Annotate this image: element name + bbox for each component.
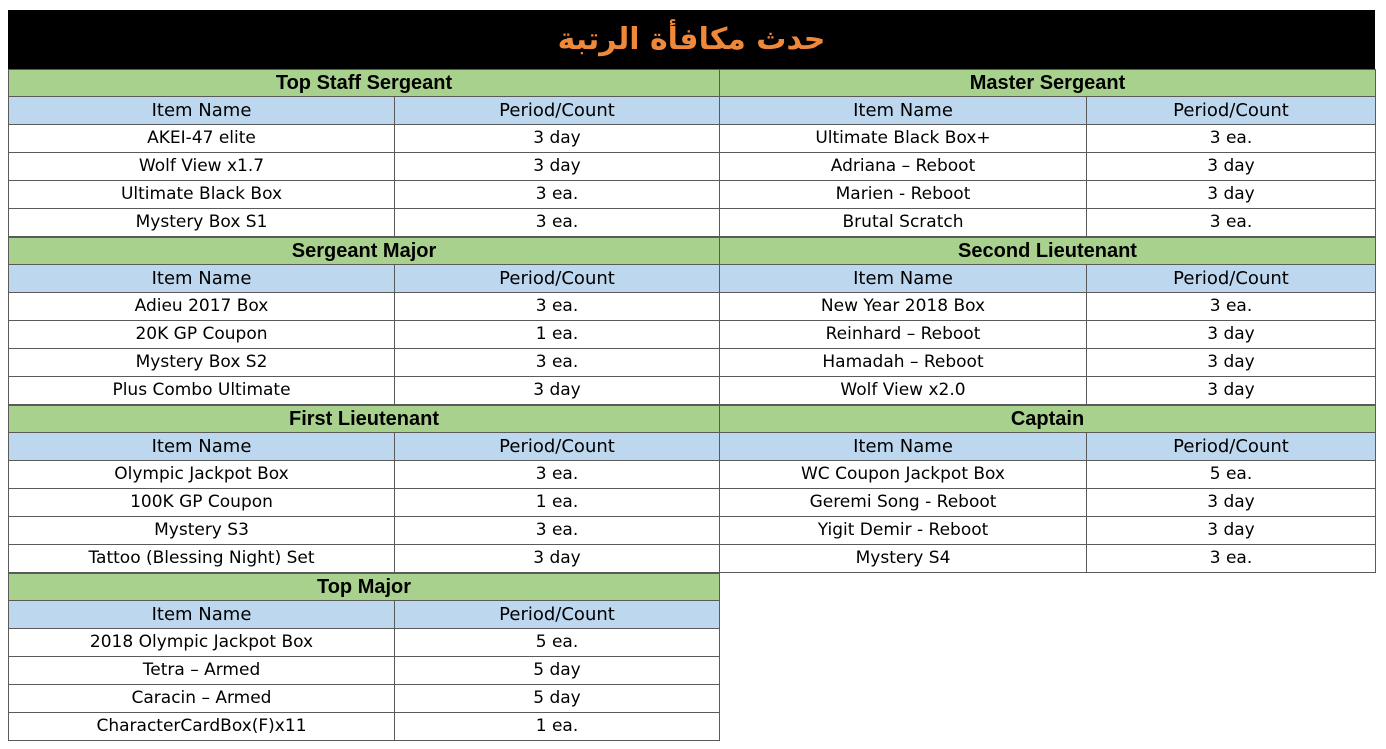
rank-title: First Lieutenant xyxy=(9,406,720,433)
period-cell: 3 ea. xyxy=(1087,293,1376,321)
item-name-cell: Reinhard – Reboot xyxy=(720,321,1087,349)
rank-title: Top Major xyxy=(9,574,720,601)
item-name-cell: Adieu 2017 Box xyxy=(9,293,395,321)
column-header-item-name: Item Name xyxy=(720,265,1087,293)
item-name-cell: Marien - Reboot xyxy=(720,181,1087,209)
table-row xyxy=(9,125,720,153)
table-row xyxy=(9,489,720,517)
table-row xyxy=(9,181,720,209)
rank-row-3 xyxy=(8,405,1375,573)
rank-section-top-major xyxy=(8,573,719,741)
table-row xyxy=(9,517,720,545)
empty-area xyxy=(719,573,1375,741)
item-name-cell: Adriana – Reboot xyxy=(720,153,1087,181)
item-name-cell: Yigit Demir - Reboot xyxy=(720,517,1087,545)
table-row xyxy=(720,349,1376,377)
table-row xyxy=(720,517,1376,545)
table-row xyxy=(720,545,1376,573)
period-cell: 3 ea. xyxy=(395,209,720,237)
period-cell: 3 ea. xyxy=(395,461,720,489)
rank-section-top-staff-sergeant xyxy=(8,69,719,237)
item-name-cell: Wolf View x1.7 xyxy=(9,153,395,181)
period-cell: 3 day xyxy=(1087,181,1376,209)
period-cell: 3 ea. xyxy=(395,181,720,209)
column-header-item-name: Item Name xyxy=(9,265,395,293)
period-cell: 3 ea. xyxy=(1087,125,1376,153)
column-header-item-name: Item Name xyxy=(9,601,395,629)
table-row xyxy=(720,489,1376,517)
table-row xyxy=(9,545,720,573)
rank-section-captain xyxy=(719,405,1375,573)
item-name-cell: Mystery Box S2 xyxy=(9,349,395,377)
period-cell: 3 day xyxy=(395,377,720,405)
rank-title: Top Staff Sergeant xyxy=(9,70,720,97)
item-name-cell: Tetra – Armed xyxy=(9,657,395,685)
table-row xyxy=(9,657,720,685)
period-cell: 3 day xyxy=(1087,153,1376,181)
item-name-cell: New Year 2018 Box xyxy=(720,293,1087,321)
table-row xyxy=(720,153,1376,181)
table-row xyxy=(720,125,1376,153)
column-header-period-count: Period/Count xyxy=(395,265,720,293)
rank-title: Master Sergeant xyxy=(720,70,1376,97)
item-name-cell: Ultimate Black Box+ xyxy=(720,125,1087,153)
table-row xyxy=(9,209,720,237)
rank-row-1 xyxy=(8,69,1375,237)
item-name-cell: Ultimate Black Box xyxy=(9,181,395,209)
period-cell: 5 ea. xyxy=(395,629,720,657)
table-row xyxy=(720,293,1376,321)
rank-row-2 xyxy=(8,237,1375,405)
table-row xyxy=(720,377,1376,405)
column-header-period-count: Period/Count xyxy=(395,97,720,125)
period-cell: 3 day xyxy=(1087,321,1376,349)
period-cell: 3 ea. xyxy=(395,293,720,321)
column-header-item-name: Item Name xyxy=(720,433,1087,461)
period-cell: 3 ea. xyxy=(395,349,720,377)
period-cell: 3 day xyxy=(1087,517,1376,545)
column-header-item-name: Item Name xyxy=(9,433,395,461)
rank-section-second-lieutenant xyxy=(719,237,1375,405)
item-name-cell: Mystery S4 xyxy=(720,545,1087,573)
rank-row-4 xyxy=(8,573,1375,741)
table-row xyxy=(9,153,720,181)
item-name-cell: Olympic Jackpot Box xyxy=(9,461,395,489)
item-name-cell: CharacterCardBox(F)x11 xyxy=(9,713,395,741)
column-header-period-count: Period/Count xyxy=(1087,433,1376,461)
rank-reward-sheet xyxy=(8,10,1375,738)
table-row xyxy=(9,713,720,741)
column-header-period-count: Period/Count xyxy=(395,601,720,629)
item-name-cell: WC Coupon Jackpot Box xyxy=(720,461,1087,489)
period-cell: 3 day xyxy=(395,153,720,181)
rank-title: Second Lieutenant xyxy=(720,238,1376,265)
table-row xyxy=(9,629,720,657)
rank-section-master-sergeant xyxy=(719,69,1375,237)
period-cell: 3 day xyxy=(395,125,720,153)
table-row xyxy=(9,349,720,377)
item-name-cell: Mystery S3 xyxy=(9,517,395,545)
column-header-period-count: Period/Count xyxy=(1087,265,1376,293)
period-cell: 3 ea. xyxy=(1087,209,1376,237)
table-row xyxy=(720,461,1376,489)
period-cell: 1 ea. xyxy=(395,713,720,741)
table-row xyxy=(9,461,720,489)
table-row xyxy=(720,209,1376,237)
period-cell: 1 ea. xyxy=(395,489,720,517)
item-name-cell: Plus Combo Ultimate xyxy=(9,377,395,405)
item-name-cell: Wolf View x2.0 xyxy=(720,377,1087,405)
period-cell: 3 ea. xyxy=(1087,545,1376,573)
period-cell: 3 day xyxy=(1087,377,1376,405)
period-cell: 3 ea. xyxy=(395,517,720,545)
period-cell: 5 day xyxy=(395,657,720,685)
column-header-item-name: Item Name xyxy=(720,97,1087,125)
table-row xyxy=(720,321,1376,349)
column-header-period-count: Period/Count xyxy=(395,433,720,461)
rank-title: Sergeant Major xyxy=(9,238,720,265)
period-cell: 3 day xyxy=(395,545,720,573)
period-cell: 1 ea. xyxy=(395,321,720,349)
period-cell: 5 ea. xyxy=(1087,461,1376,489)
item-name-cell: Brutal Scratch xyxy=(720,209,1087,237)
item-name-cell: 2018 Olympic Jackpot Box xyxy=(9,629,395,657)
table-row xyxy=(9,685,720,713)
sheet-title: حدث مكافأة الرتبة xyxy=(8,10,1375,69)
rank-grid xyxy=(8,69,1375,741)
table-row xyxy=(9,377,720,405)
table-row xyxy=(720,181,1376,209)
rank-section-sergeant-major xyxy=(8,237,719,405)
rank-section-first-lieutenant xyxy=(8,405,719,573)
item-name-cell: 20K GP Coupon xyxy=(9,321,395,349)
table-row xyxy=(9,293,720,321)
item-name-cell: 100K GP Coupon xyxy=(9,489,395,517)
item-name-cell: Caracin – Armed xyxy=(9,685,395,713)
item-name-cell: Tattoo (Blessing Night) Set xyxy=(9,545,395,573)
period-cell: 3 day xyxy=(1087,349,1376,377)
item-name-cell: AKEI-47 elite xyxy=(9,125,395,153)
item-name-cell: Geremi Song - Reboot xyxy=(720,489,1087,517)
item-name-cell: Hamadah – Reboot xyxy=(720,349,1087,377)
rank-title: Captain xyxy=(720,406,1376,433)
column-header-period-count: Period/Count xyxy=(1087,97,1376,125)
table-row xyxy=(9,321,720,349)
item-name-cell: Mystery Box S1 xyxy=(9,209,395,237)
column-header-item-name: Item Name xyxy=(9,97,395,125)
period-cell: 3 day xyxy=(1087,489,1376,517)
period-cell: 5 day xyxy=(395,685,720,713)
